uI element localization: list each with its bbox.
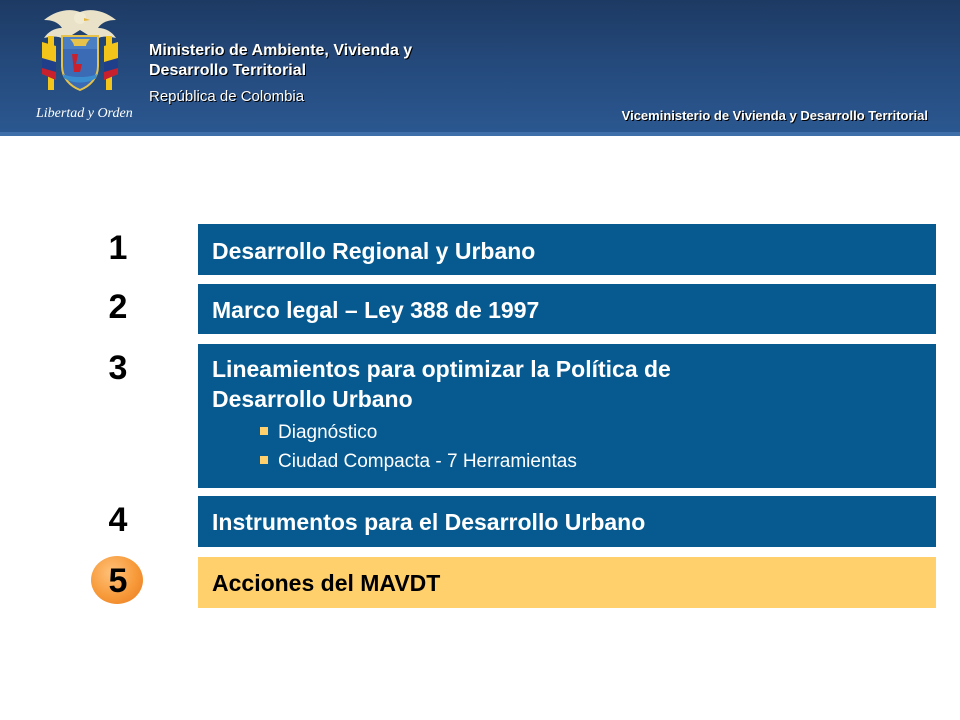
agenda-subitem-text: Ciudad Compacta - 7 Herramientas xyxy=(278,451,577,472)
agenda-number-4: 4 xyxy=(108,501,128,539)
viceministry-name: Viceministerio de Vivienda y Desarrollo Territorial xyxy=(621,108,928,123)
agenda-item-5[interactable] xyxy=(198,557,936,608)
square-bullet-icon xyxy=(260,456,268,464)
motto-text: Libertad y Orden xyxy=(36,106,133,121)
agenda-item-1[interactable] xyxy=(198,224,936,275)
agenda-item-title-line2: Desarrollo Urbano xyxy=(212,386,413,412)
ministry-line1: Ministerio de Ambiente, Vivienda y xyxy=(149,42,413,59)
coat-of-arms-icon xyxy=(30,6,130,98)
agenda-item-title-line1: Lineamientos para optimizar la Política de xyxy=(212,356,671,382)
square-bullet-icon xyxy=(260,427,268,435)
ministry-line2: Desarrollo Territorial xyxy=(149,62,307,79)
header-banner xyxy=(0,0,960,136)
agenda-subitem-text: Diagnóstico xyxy=(278,422,378,443)
agenda-number-1: 1 xyxy=(108,229,128,267)
agenda-item-title: Desarrollo Regional y Urbano xyxy=(212,238,536,264)
ministry-name xyxy=(149,41,412,81)
agenda-number-3: 3 xyxy=(108,349,128,387)
republic-name: República de Colombia xyxy=(149,88,305,105)
agenda-item-title: Marco legal – Ley 388 de 1997 xyxy=(212,297,540,323)
agenda-number-5: 5 xyxy=(108,562,128,600)
agenda-subitem-list xyxy=(212,418,922,476)
agenda-number-2: 2 xyxy=(108,288,128,326)
agenda-item-2[interactable] xyxy=(198,284,936,334)
agenda-item-3[interactable] xyxy=(198,344,936,488)
agenda-item-4[interactable] xyxy=(198,496,936,547)
agenda-subitem xyxy=(260,447,922,476)
agenda-item-title: Instrumentos para el Desarrollo Urbano xyxy=(212,509,646,535)
agenda-subitem xyxy=(260,418,922,447)
agenda-item-title: Acciones del MAVDT xyxy=(212,570,441,596)
